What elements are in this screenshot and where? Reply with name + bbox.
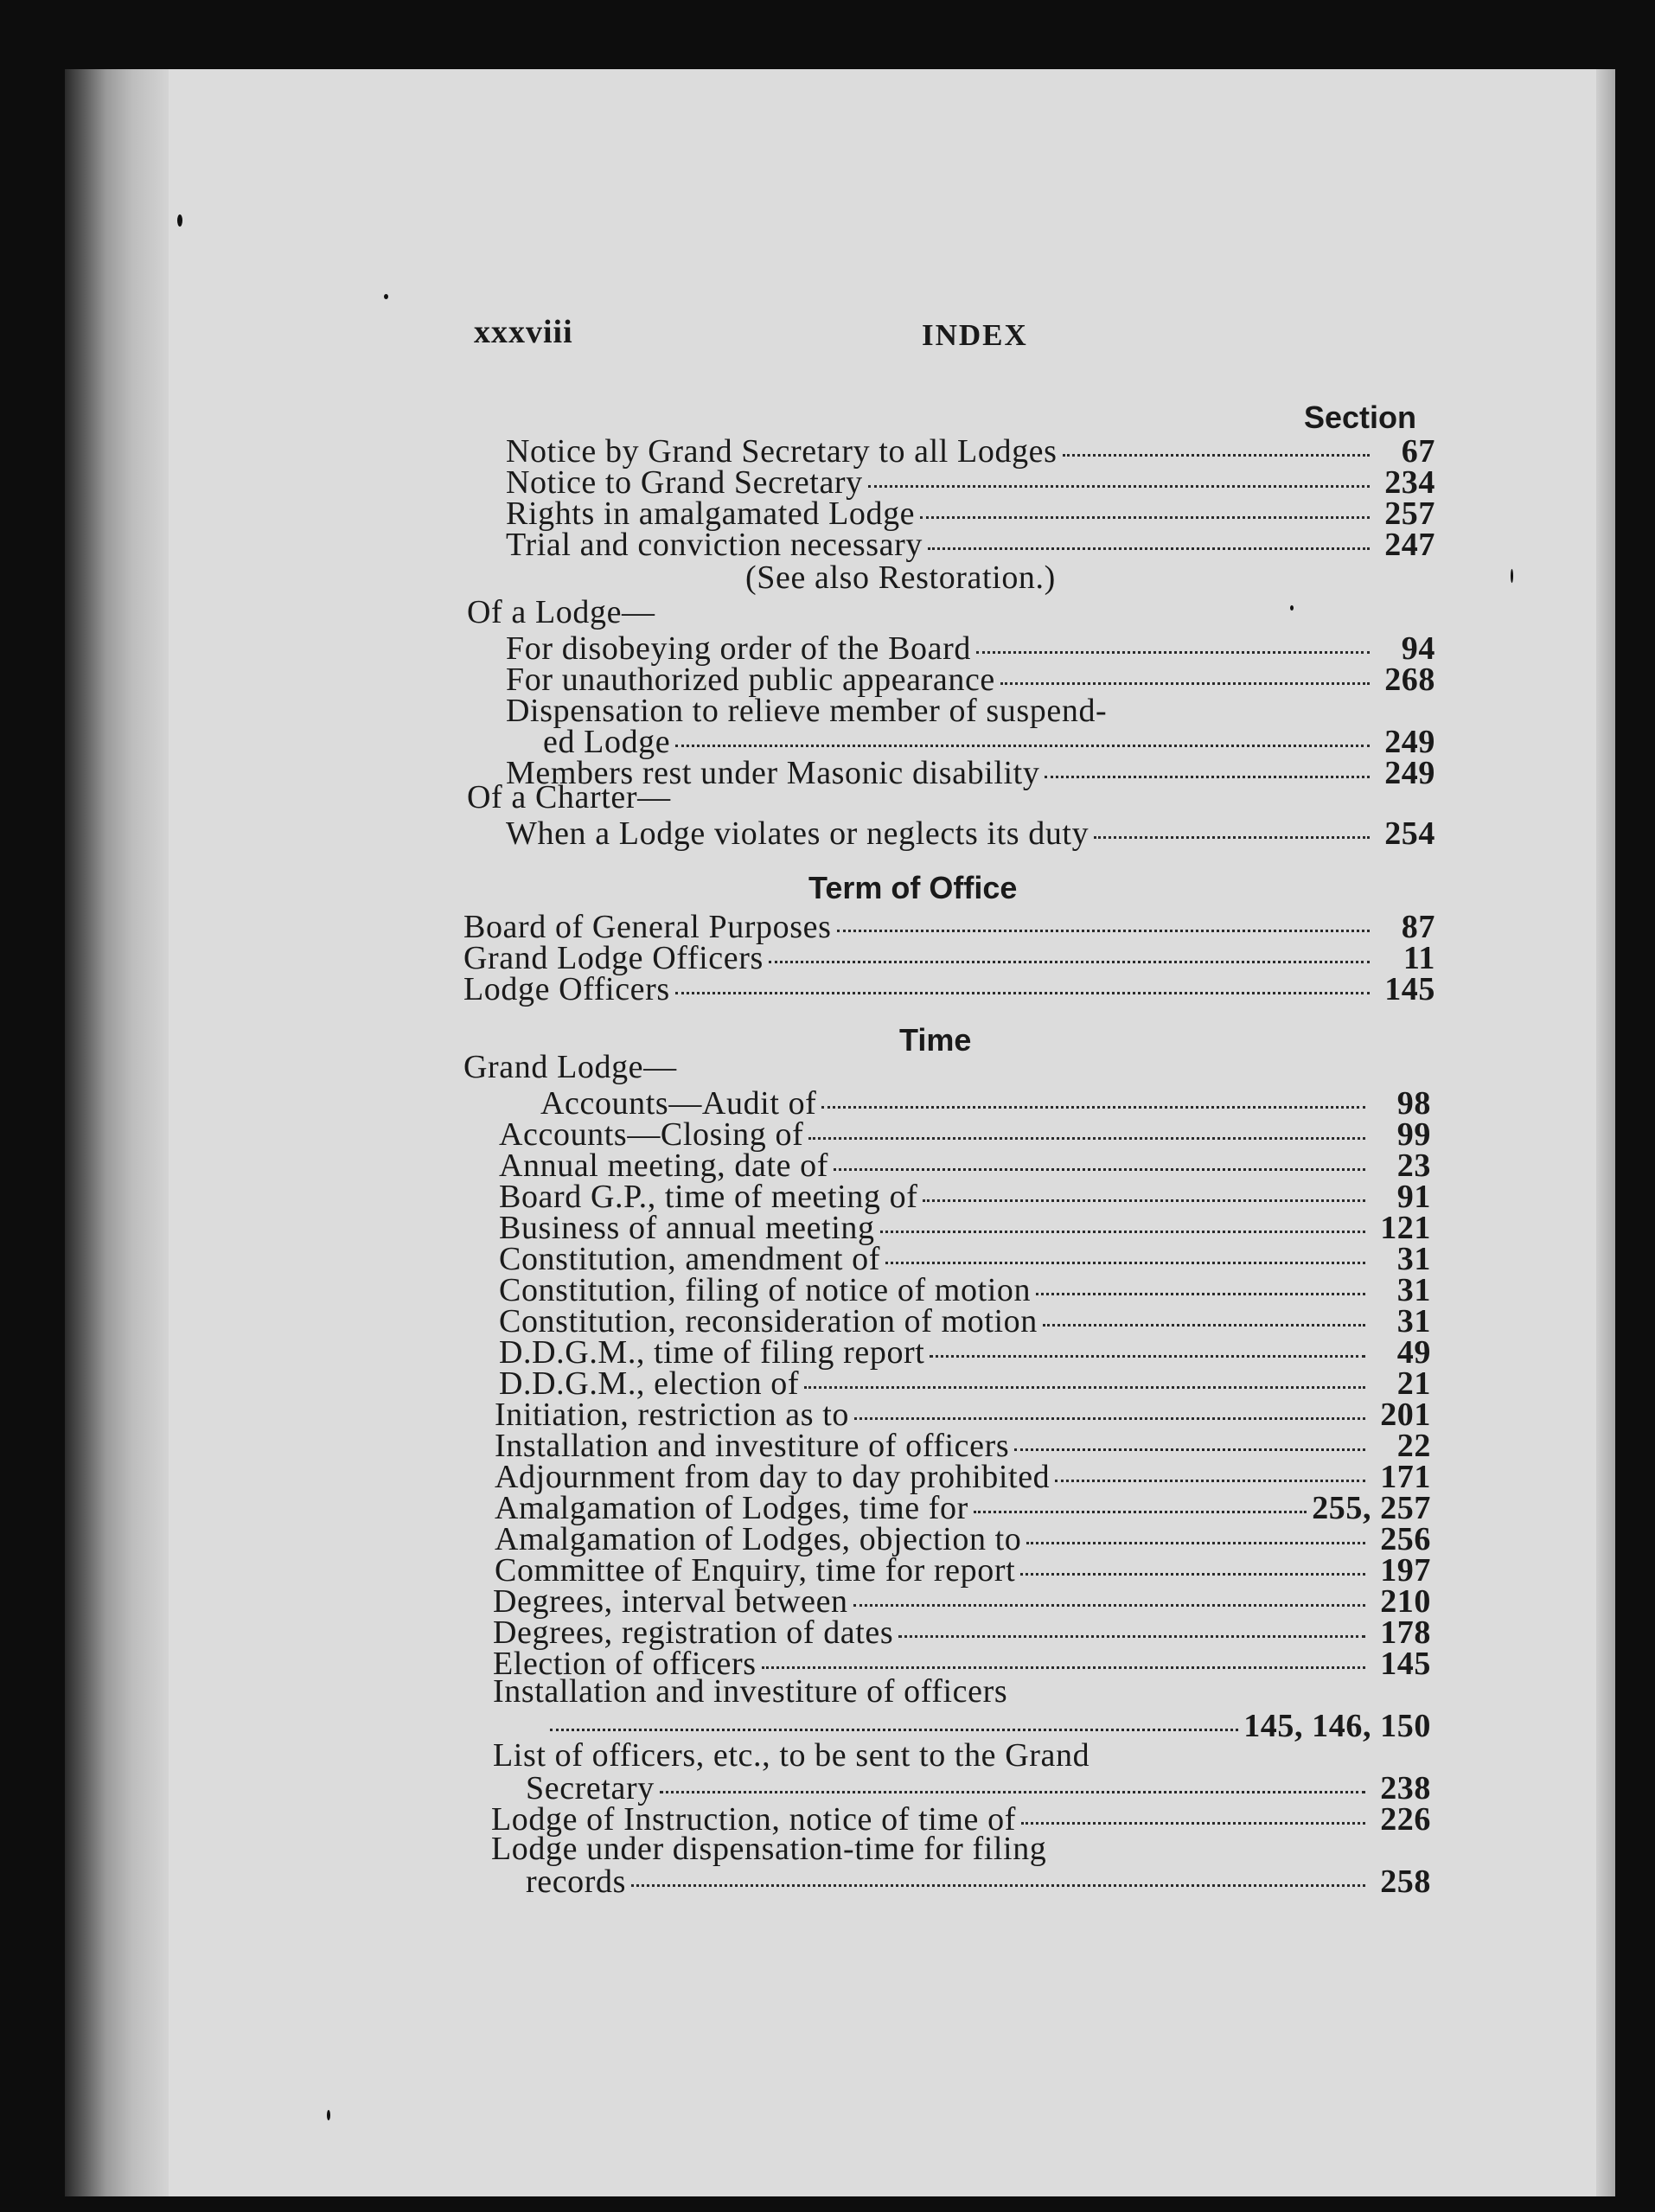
scan-speck: [327, 2110, 330, 2120]
leader-dots: [1026, 1542, 1365, 1544]
entry-section: 49: [1396, 1334, 1431, 1371]
entry-section: 210: [1380, 1583, 1431, 1620]
entry-section: 94: [1401, 630, 1435, 667]
index-entry: [526, 1863, 1431, 1901]
leader-dots: [1043, 1324, 1365, 1327]
leader-dots: [631, 1884, 1365, 1887]
entry-label: Board of General Purposes: [463, 909, 832, 945]
entry-label: Accounts—Audit of: [540, 1085, 817, 1122]
page-title: INDEX: [922, 318, 1028, 352]
entry-label: Committee of Enquiry, time for report: [495, 1552, 1016, 1589]
entry-section: 67: [1401, 433, 1435, 470]
entry-label: Trial and conviction necessary: [506, 527, 923, 563]
leader-dots: [853, 1604, 1365, 1607]
index-subheading: Of a Charter—: [467, 779, 671, 815]
entry-label: ed Lodge: [543, 724, 671, 760]
entry-section: 23: [1396, 1148, 1431, 1184]
entry-label: Notice to Grand Secretary: [506, 464, 863, 501]
leader-dots: [804, 1386, 1365, 1389]
leader-dots: [834, 1168, 1365, 1171]
entry-label: Secretary: [526, 1770, 655, 1806]
leader-dots: [550, 1729, 1238, 1731]
leader-dots: [885, 1262, 1365, 1264]
index-subheading: Grand Lodge—: [463, 1049, 677, 1085]
entry-section: 171: [1380, 1459, 1431, 1495]
entry-label: Notice by Grand Secretary to all Lodges: [506, 433, 1058, 470]
entry-label: D.D.G.M., time of filing report: [499, 1334, 925, 1371]
leader-dots: [930, 1355, 1365, 1358]
entry-label: For unauthorized public appearance: [506, 662, 995, 698]
leader-dots: [976, 651, 1370, 654]
entry-label: Adjournment from day to day prohibited: [495, 1459, 1051, 1495]
index-entry-text: Dispensation to relieve member of suspend-: [506, 693, 1108, 729]
entry-section: 145: [1384, 971, 1435, 1007]
leader-dots: [1014, 1448, 1365, 1451]
entry-label: Grand Lodge Officers: [463, 940, 764, 976]
leader-dots: [837, 930, 1370, 932]
entry-section: 98: [1396, 1085, 1431, 1122]
entry-section: 247: [1384, 527, 1435, 563]
entry-label: Degrees, interval between: [493, 1583, 848, 1620]
entry-section: 201: [1380, 1397, 1431, 1433]
entry-label: D.D.G.M., election of: [499, 1365, 800, 1402]
leader-dots: [1021, 1822, 1365, 1825]
section-column-header: Section: [1304, 400, 1417, 435]
scan-speck: [177, 214, 182, 227]
leader-dots: [928, 547, 1370, 550]
entry-section: 254: [1384, 815, 1435, 852]
entry-section: 21: [1396, 1365, 1431, 1402]
entry-label: Amalgamation of Lodges, objection to: [495, 1521, 1022, 1557]
page-number: xxxviii: [474, 314, 573, 350]
index-entry: [506, 815, 1435, 853]
entry-label: Business of annual meeting: [499, 1210, 875, 1246]
section-heading-time: Time: [899, 1022, 972, 1058]
leader-dots: [821, 1106, 1365, 1109]
entry-section: 91: [1396, 1179, 1431, 1215]
leader-dots: [880, 1231, 1365, 1233]
leader-dots: [1000, 682, 1370, 685]
entry-label: Initiation, restriction as to: [495, 1397, 849, 1433]
entry-section: 238: [1380, 1770, 1431, 1806]
entry-label: records: [526, 1864, 627, 1900]
entry-label: Election of officers: [493, 1646, 757, 1682]
entry-section: 31: [1396, 1241, 1431, 1277]
entry-section: 87: [1401, 909, 1435, 945]
index-entry: [463, 970, 1435, 1008]
entry-section: 234: [1384, 464, 1435, 501]
entry-section: 268: [1384, 662, 1435, 698]
entry-section: 31: [1396, 1303, 1431, 1339]
scan-speck: [1290, 605, 1294, 611]
entry-section: 256: [1380, 1521, 1431, 1557]
leader-dots: [675, 745, 1370, 747]
entry-section: 178: [1380, 1614, 1431, 1651]
entry-section: 226: [1380, 1801, 1431, 1838]
entry-label: When a Lodge violates or neglects its duty: [506, 815, 1089, 852]
entry-label: Rights in amalgamated Lodge: [506, 495, 916, 532]
entry-section: 121: [1380, 1210, 1431, 1246]
entry-label: Constitution, reconsideration of motion: [499, 1303, 1038, 1339]
section-heading-term-of-office: Term of Office: [808, 870, 1018, 905]
leader-dots: [923, 1199, 1365, 1202]
entry-section: 31: [1396, 1272, 1431, 1308]
entry-section: 249: [1384, 724, 1435, 760]
leader-dots: [898, 1635, 1365, 1638]
leader-dots: [1036, 1293, 1365, 1295]
entry-label: Constitution, amendment of: [499, 1241, 880, 1277]
leader-dots: [974, 1511, 1307, 1513]
entry-section: 99: [1396, 1116, 1431, 1153]
index-subheading: Of a Lodge—: [467, 594, 655, 630]
leader-dots: [660, 1791, 1365, 1793]
entry-label: Lodge Officers: [463, 971, 670, 1007]
index-entry-text: List of officers, etc., to be sent to the Grand: [493, 1737, 1090, 1774]
entry-label: Installation and investiture of officers: [495, 1428, 1010, 1464]
index-entry-text: Installation and investiture of officers: [493, 1673, 1008, 1710]
leader-dots: [762, 1666, 1365, 1669]
leader-dots: [868, 485, 1370, 488]
leader-dots: [1063, 454, 1370, 457]
entry-section: 22: [1396, 1428, 1431, 1464]
leader-dots: [1055, 1480, 1365, 1482]
leader-dots: [769, 961, 1370, 963]
leader-dots: [920, 516, 1370, 519]
leader-dots: [1020, 1573, 1365, 1576]
entry-label: Degrees, registration of dates: [493, 1614, 894, 1651]
entry-label: Amalgamation of Lodges, time for: [495, 1490, 968, 1526]
index-entry-text: Lodge under dispensation-time for filing: [491, 1831, 1047, 1867]
entry-section: 145: [1380, 1646, 1431, 1682]
scan-speck: [1511, 569, 1513, 583]
leader-dots: [1094, 836, 1370, 839]
entry-label: Annual meeting, date of: [499, 1148, 829, 1184]
entry-section: 255, 257: [1312, 1490, 1431, 1526]
entry-section: 145, 146, 150: [1243, 1708, 1431, 1744]
entry-label: Board G.P., time of meeting of: [499, 1179, 918, 1215]
entry-label: Members rest under Masonic disability: [506, 755, 1040, 791]
scan-speck: [384, 294, 388, 299]
entry-label: Constitution, filing of notice of motion: [499, 1272, 1032, 1308]
leader-dots: [808, 1137, 1365, 1140]
leader-dots: [675, 992, 1370, 994]
see-also-note: (See also Restoration.): [745, 559, 1056, 596]
leader-dots: [854, 1417, 1365, 1420]
entry-section: 258: [1380, 1864, 1431, 1900]
entry-section: 197: [1380, 1552, 1431, 1589]
entry-label: Lodge of Instruction, notice of time of: [491, 1801, 1016, 1838]
leader-dots: [1045, 776, 1370, 778]
entry-label: For disobeying order of the Board: [506, 630, 971, 667]
entry-section: 249: [1384, 755, 1435, 791]
entry-section: 257: [1384, 495, 1435, 532]
entry-label: Accounts—Closing of: [499, 1116, 804, 1153]
entry-section: 11: [1403, 940, 1435, 976]
